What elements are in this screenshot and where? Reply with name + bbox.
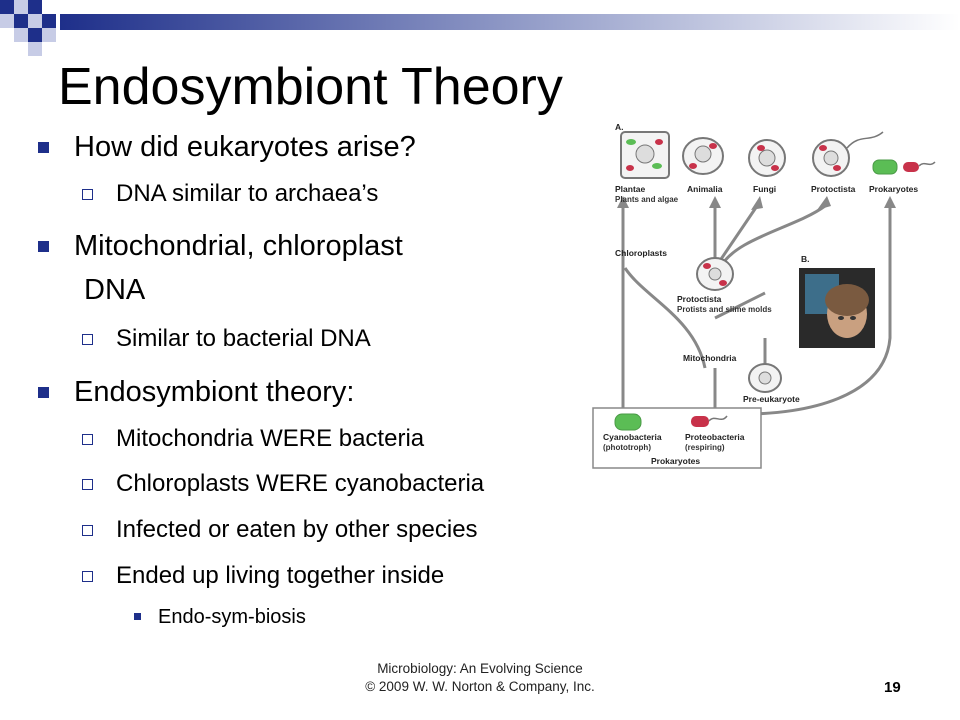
- bullet-text: Mitochondrial, chloroplast: [74, 230, 403, 262]
- sub-bullet-item: [116, 562, 444, 590]
- animal-cell-icon: [683, 138, 723, 174]
- prokaryotes-icon: [873, 160, 935, 174]
- checkbox-bullet-icon: [82, 479, 93, 490]
- protoctista-mid-label: Protoctista: [677, 294, 722, 304]
- page-number: 19: [884, 679, 901, 696]
- bullet-square-icon: [38, 241, 49, 252]
- protoctista-mid-cell-icon: [697, 258, 733, 290]
- proteobacteria-label: Proteobacteria: [685, 432, 745, 442]
- sub-bullet-text: Similar to bacterial DNA: [116, 325, 371, 352]
- prokaryotes-box-label: Prokaryotes: [651, 456, 701, 466]
- prokaryotes-top-label: Prokaryotes: [869, 184, 919, 194]
- bullet-square-icon: [38, 387, 49, 398]
- checkbox-bullet-icon: [82, 571, 93, 582]
- bullet-square-icon: [134, 613, 141, 620]
- sub-bullet-item: [116, 425, 424, 453]
- proteobacteria-sublabel: (respiring): [685, 443, 725, 452]
- scientist-photo: [799, 268, 875, 348]
- bullet-continuation: DNA: [84, 274, 146, 306]
- checkbox-bullet-icon: [82, 525, 93, 536]
- plant-cell-icon: [621, 132, 669, 178]
- mitochondria-label: Mitochondria: [683, 353, 737, 363]
- sub-sub-bullet-text: Endo-sym-biosis: [158, 606, 306, 628]
- footer-citation: [340, 660, 620, 696]
- pre-eukaryote-cell-icon: [749, 364, 781, 392]
- cyanobacteria-label: Cyanobacteria: [603, 432, 662, 442]
- pre-eukaryote-label: Pre-eukaryote: [743, 394, 800, 404]
- sub-sub-bullet-item: [158, 605, 306, 629]
- chloroplasts-label: Chloroplasts: [615, 248, 667, 258]
- footer-line-1: Microbiology: An Evolving Science: [377, 661, 583, 676]
- bullet-square-icon: [38, 142, 49, 153]
- header-decoration: [0, 0, 960, 60]
- bullet-text: How did eukaryotes arise?: [74, 131, 416, 163]
- sub-bullet-text: DNA similar to archaea’s: [116, 180, 379, 207]
- slide-title: Endosymbiont Theory: [58, 58, 563, 116]
- protoctista-mid-sublabel: Protists and slime molds: [677, 305, 772, 314]
- bullet-item: [74, 375, 354, 409]
- checkbox-bullet-icon: [82, 189, 93, 200]
- sub-bullet-text: Mitochondria WERE bacteria: [116, 425, 425, 452]
- endosymbiosis-figure: [585, 118, 955, 474]
- sub-bullet-text: Chloroplasts WERE cyanobacteria: [116, 470, 485, 497]
- panel-a-label: A.: [615, 122, 624, 132]
- fungi-label: Fungi: [753, 184, 777, 194]
- checkbox-bullet-icon: [82, 334, 93, 345]
- sub-bullet-item: [116, 470, 484, 498]
- bullet-item: [74, 229, 403, 263]
- protoctista-cell-icon: [813, 132, 883, 176]
- protoctista-top-label: Protoctista: [811, 184, 856, 194]
- sub-bullet-item: [116, 516, 478, 544]
- sub-bullet-text: Infected or eaten by other species: [116, 516, 478, 543]
- sub-bullet-text: Ended up living together inside: [116, 562, 445, 589]
- animalia-label: Animalia: [687, 184, 723, 194]
- footer-line-2: © 2009 W. W. Norton & Company, Inc.: [365, 679, 595, 694]
- plantae-sublabel: Plants and algae: [615, 195, 679, 204]
- bullet-item: [74, 130, 416, 164]
- cyanobacteria-sublabel: (phototroph): [603, 443, 651, 452]
- fungi-cell-icon: [749, 140, 785, 176]
- plantae-label: Plantae: [615, 184, 646, 194]
- panel-b-label: B.: [801, 254, 810, 264]
- checkbox-bullet-icon: [82, 434, 93, 445]
- sub-bullet-item: [116, 180, 378, 208]
- sub-bullet-item: [116, 325, 371, 353]
- bullet-text: Endosymbiont theory:: [74, 376, 355, 408]
